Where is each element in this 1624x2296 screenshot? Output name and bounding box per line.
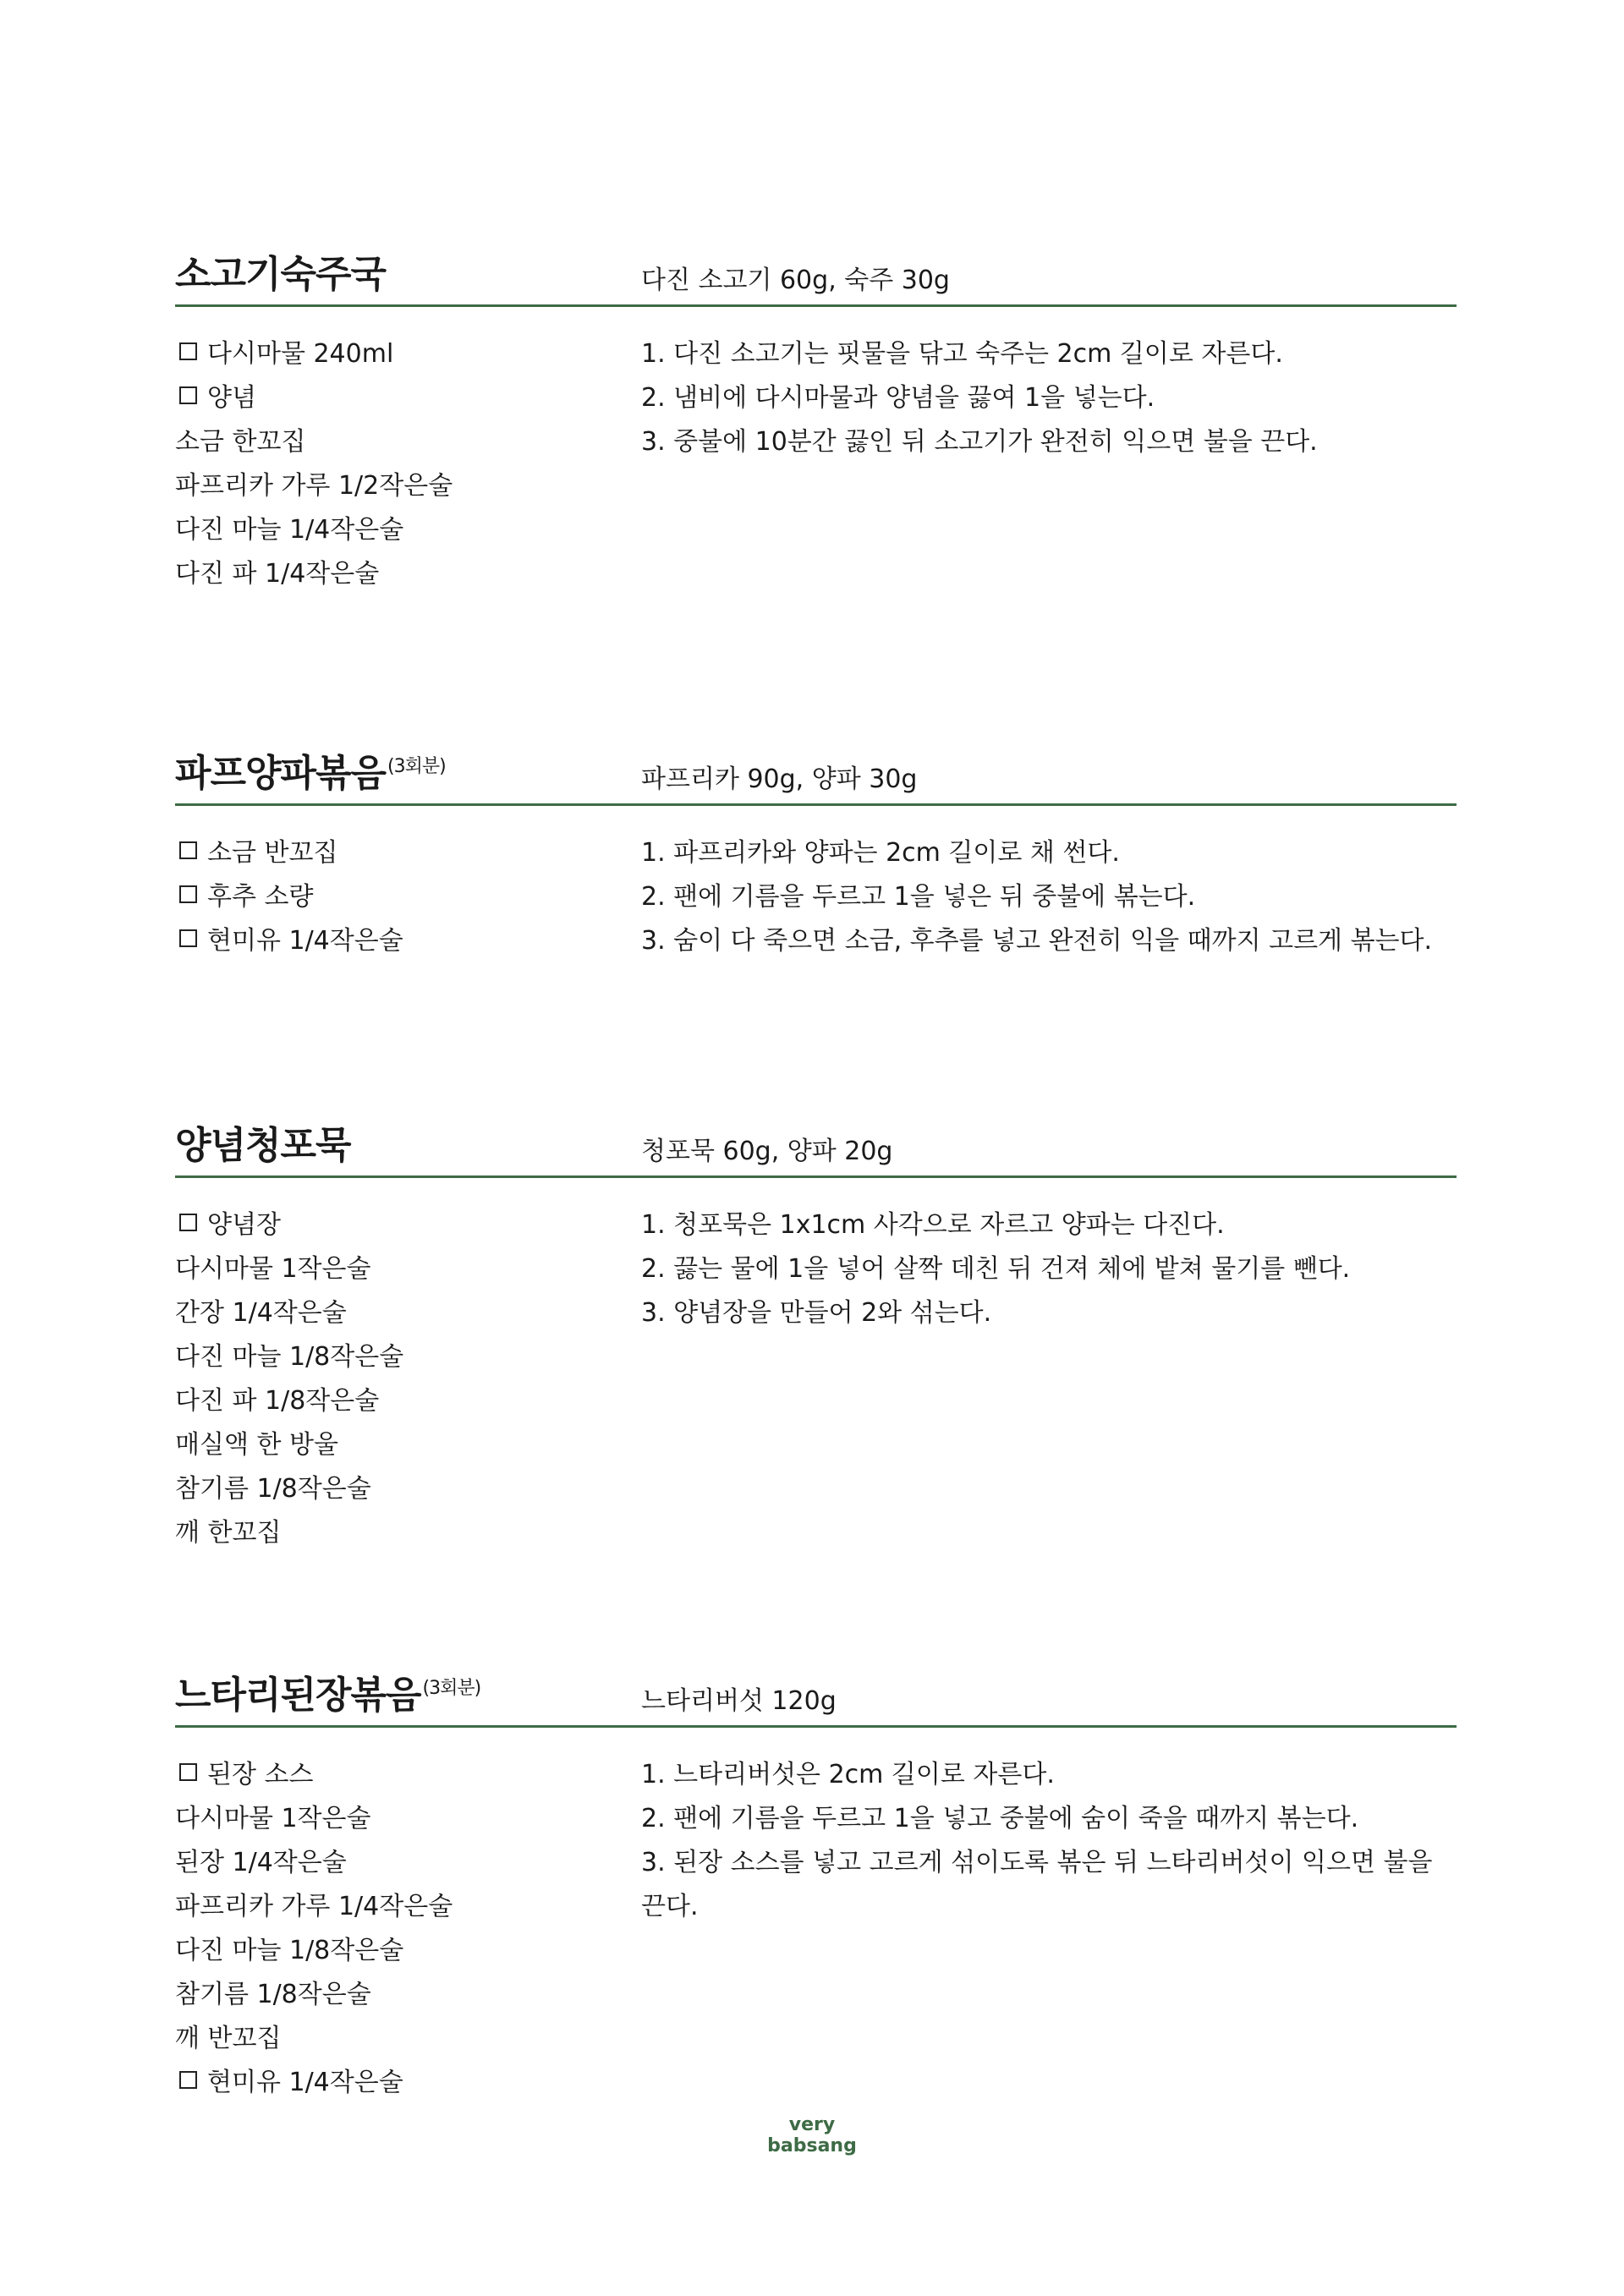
step-item: 1. 청포묵은 1x1cm 사각으로 자르고 양파는 다진다. [641,1210,1225,1240]
ingredient-list [175,831,615,963]
ingredient-item: 양념 [175,376,615,420]
ingredient-item: 다시마물 1작은술 [175,1254,371,1284]
ingredient-item: 파프리카 가루 1/2작은술 [175,471,453,501]
ingredient-item: 다진 마늘 1/4작은술 [175,515,404,545]
step-item: 3. 중불에 10분간 끓인 뒤 소고기가 완전히 익으면 불을 끈다. [641,427,1318,457]
step-item: 1. 느타리버섯은 2cm 길이로 자른다. [641,1760,1055,1789]
serving-note: (3회분) [422,1678,481,1700]
checkbox-icon [179,885,197,903]
step-item: 3. 양념장을 만들어 2와 섞는다. [641,1298,992,1328]
ingredient-item: 된장 1/4작은술 [175,1848,347,1877]
step-item: 3. 숨이 다 죽으면 소금, 후추를 넣고 완전히 익을 때까지 고르게 볶는다. [641,926,1433,956]
step-item: 2. 냄비에 다시마물과 양념을 끓여 1을 넣는다. [641,383,1155,413]
ingredient-item: 다진 마늘 1/8작은술 [175,1936,404,1965]
ingredient-item: 다시마물 1작은술 [175,1804,371,1833]
step-item: 1. 다진 소고기는 핏물을 닦고 숙주는 2cm 길이로 자른다. [641,339,1283,369]
recipe-title: 파프양파볶음$^{(3회분)}$ [175,752,446,795]
ingredient-item: 다진 파 1/8작은술 [175,1386,380,1416]
recipe-title: 소고기숙주국 [175,253,387,296]
recipe-header [175,220,1457,307]
recipe-header [175,1641,1457,1728]
checkbox-icon [179,929,197,947]
ingredient-item: 다진 파 1/4작은술 [175,559,380,589]
ingredient-item: 다진 마늘 1/8작은술 [175,1342,404,1372]
ingredient-item: 소금 반꼬집 [175,831,615,875]
recipe-section [175,1091,1457,1548]
step-item: 1. 파프리카와 양파는 2cm 길이로 채 썬다. [641,838,1120,868]
ingredient-item: 된장 소스 [175,1753,615,1797]
ingredient-item: 파프리카 가루 1/4작은술 [175,1892,453,1921]
main-ingredients: 느타리버섯 120g [641,1686,837,1716]
ingredient-list [175,1203,615,1555]
step-list [641,332,1453,464]
ingredient-item: 다시마물 240ml [175,332,615,376]
logo-line-1: very [788,2114,836,2135]
checkbox-icon [179,1214,197,1231]
ingredient-item: 참기름 1/8작은술 [175,1474,371,1504]
logo-line-2: babsang [767,2135,857,2156]
step-item: 3. 된장 소스를 넣고 고르게 섞이도록 볶은 뒤 느타리버섯이 익으면 불을 끈다. [641,1848,1433,1921]
main-ingredients: 파프리카 90g, 양파 30g [641,764,918,794]
brand-logo [0,2114,1624,2156]
checkbox-icon [179,342,197,360]
main-ingredients: 다진 소고기 60g, 숙주 30g [641,266,950,295]
step-item: 2. 팬에 기름을 두르고 1을 넣고 중불에 숨이 죽을 때까지 볶는다. [641,1804,1359,1833]
step-item: 2. 끓는 물에 1을 넣어 살짝 데친 뒤 건져 체에 밭쳐 물기를 뺀다. [641,1254,1351,1284]
recipe-section [175,719,1457,956]
step-list [641,1753,1453,1929]
step-list [641,831,1453,963]
checkbox-icon [179,841,197,859]
ingredient-item: 양념장 [175,1203,615,1247]
ingredient-item: 깨 한꼬집 [175,1518,282,1548]
main-ingredients: 청포묵 60g, 양파 20g [641,1137,893,1166]
ingredient-item: 현미유 1/4작은술 [175,919,615,963]
checkbox-icon [179,386,197,404]
serving-note: (3회분) [387,756,446,778]
checkbox-icon [179,2071,197,2089]
ingredient-list [175,1753,615,2105]
ingredient-item: 현미유 1/4작은술 [175,2061,615,2105]
ingredient-item: 소금 한꼬집 [175,427,306,457]
ingredient-item: 간장 1/4작은술 [175,1298,347,1328]
checkbox-icon [179,1763,197,1781]
ingredient-item: 참기름 1/8작은술 [175,1980,371,2009]
step-list [641,1203,1453,1335]
recipe-section [175,220,1457,589]
recipe-title: 양념청포묵 [175,1124,351,1167]
recipe-header [175,1091,1457,1178]
ingredient-list [175,332,615,596]
ingredient-item: 깨 반꼬집 [175,2024,282,2053]
ingredient-item: 후추 소량 [175,875,615,919]
recipe-section [175,1641,1457,2097]
recipe-title: 느타리된장볶음$^{(3회분)}$ [175,1674,481,1717]
recipe-header [175,719,1457,806]
step-item: 2. 팬에 기름을 두르고 1을 넣은 뒤 중불에 볶는다. [641,882,1196,912]
ingredient-item: 매실액 한 방울 [175,1430,338,1460]
